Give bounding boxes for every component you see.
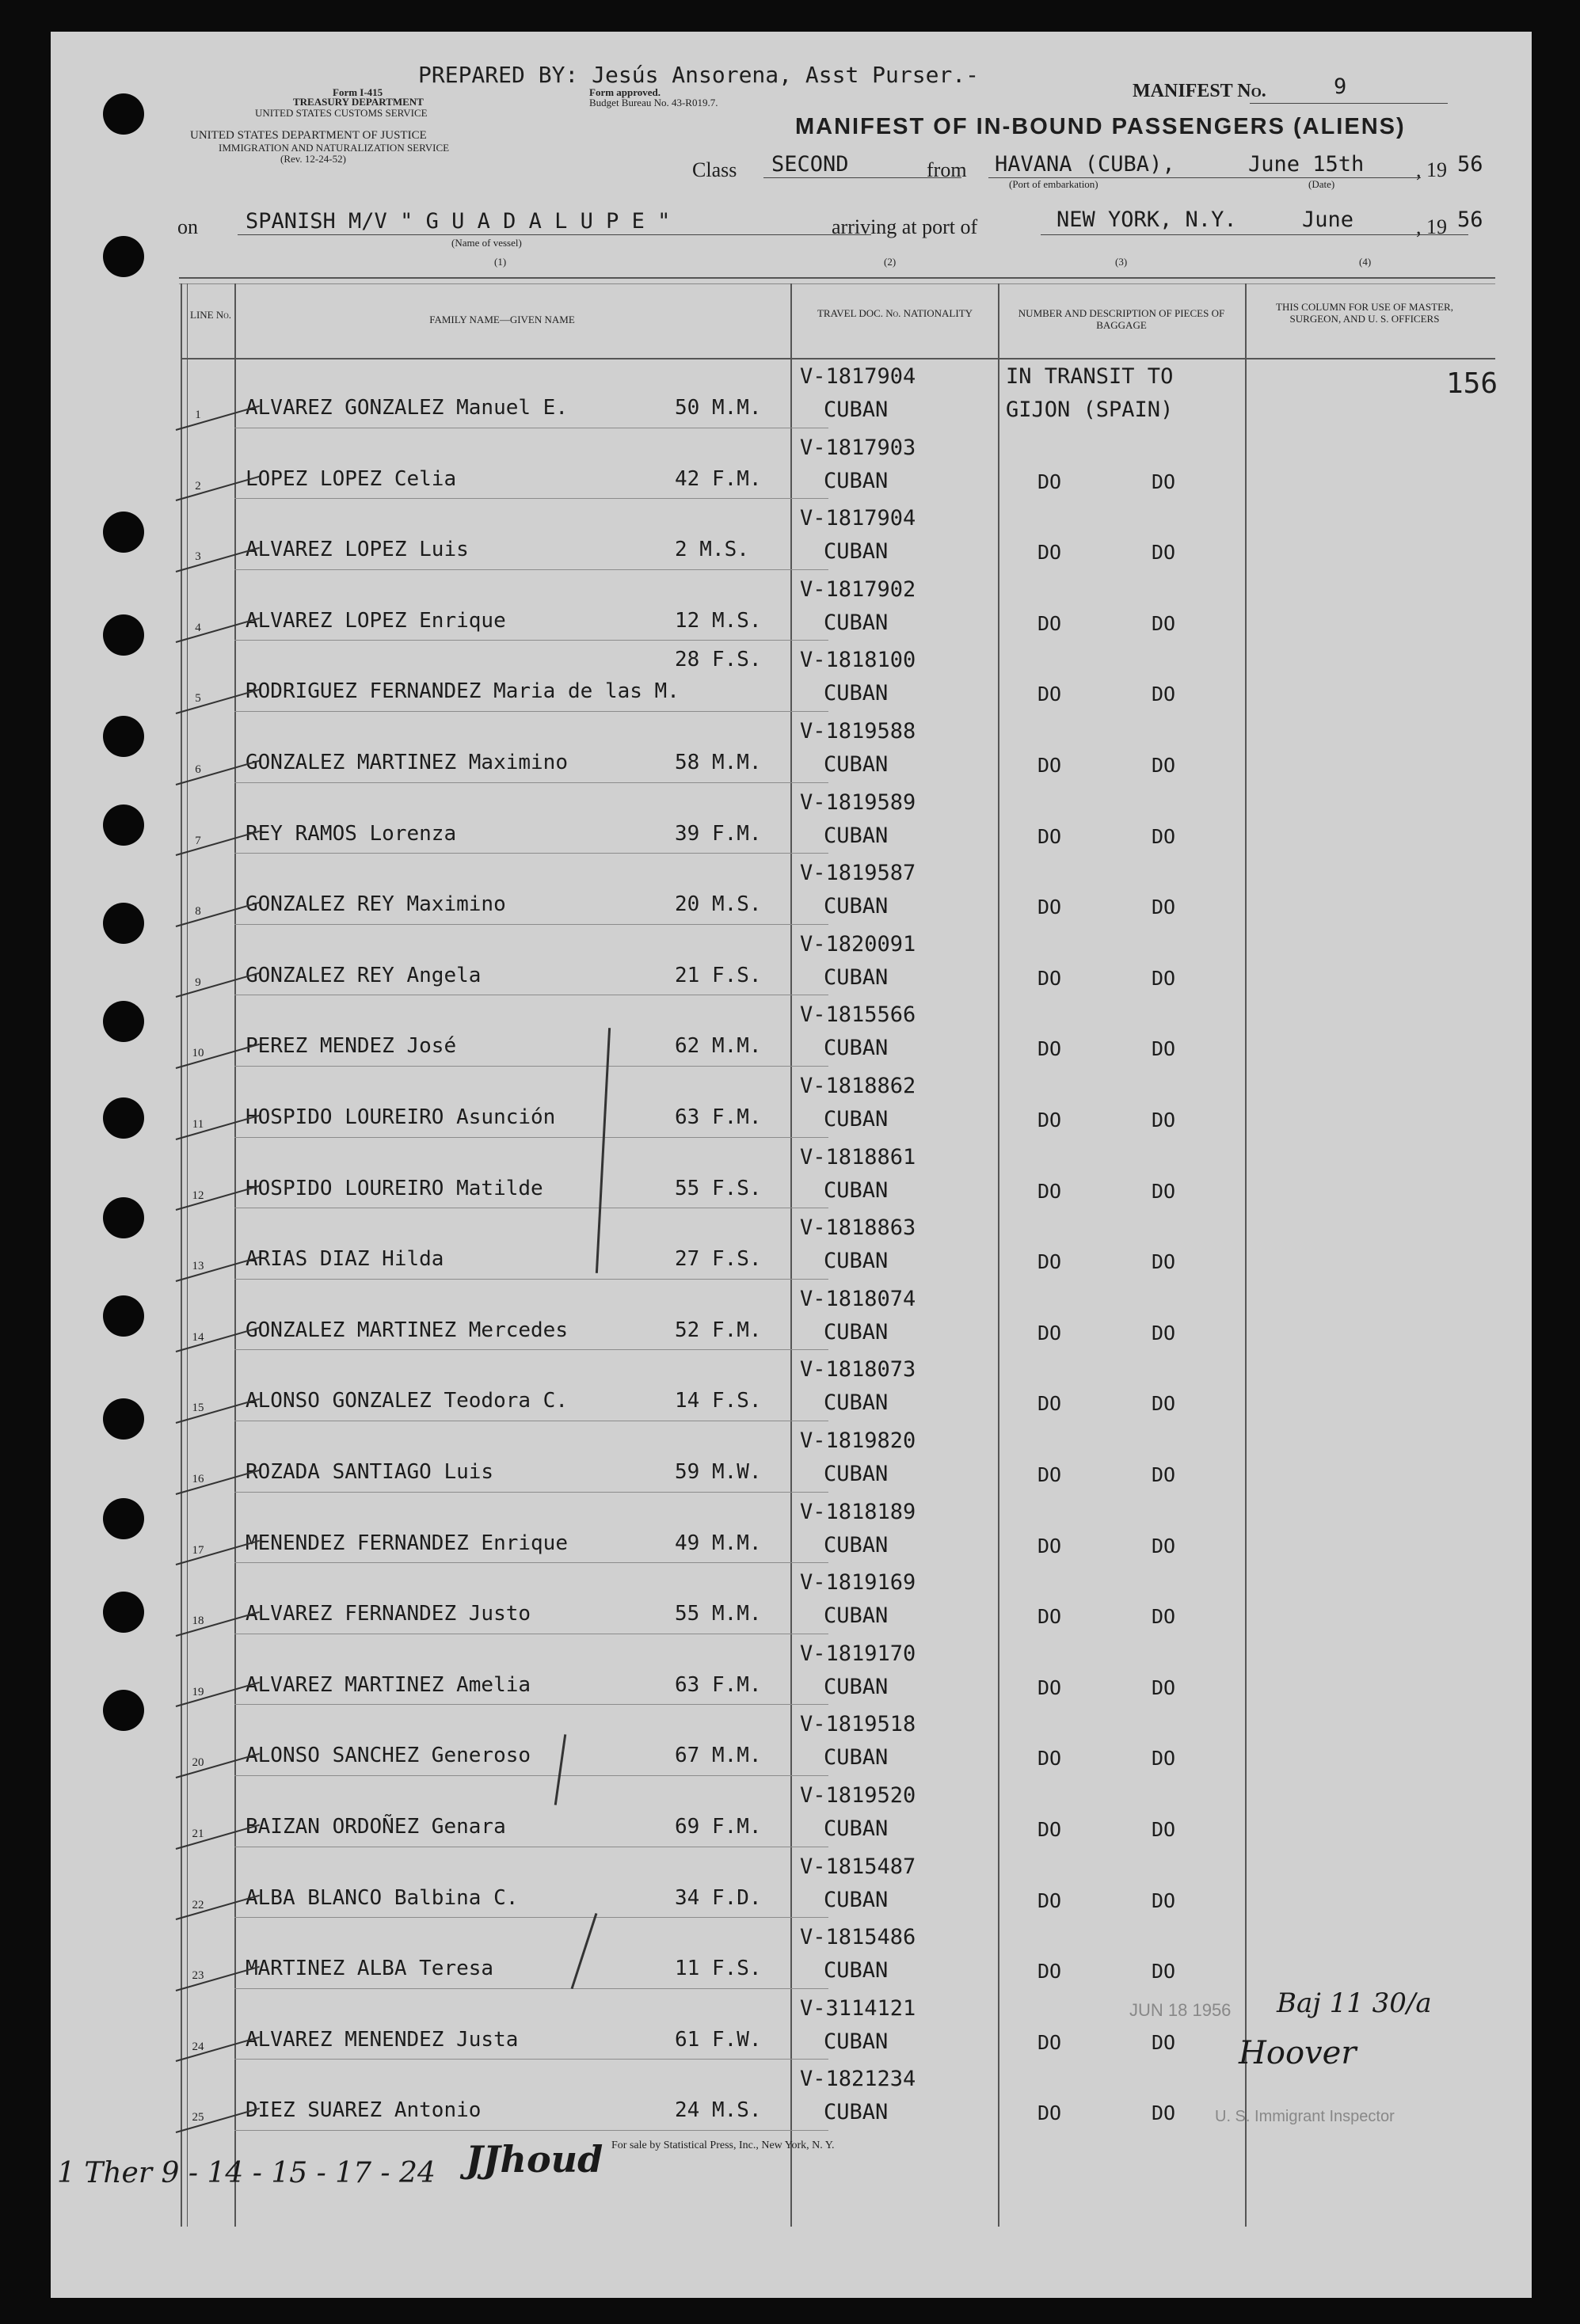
printer-footer: For sale by Statistical Press, Inc., New York, N. Y. <box>611 2140 835 2151</box>
baggage-ditto: DO <box>1152 824 1176 848</box>
passenger-row <box>51 1143 1532 1215</box>
age-sex-status: 63 F.M. <box>675 1672 762 1697</box>
treasury-label: TREASURY DEPARTMENT <box>293 96 424 108</box>
vessel-name: SPANISH M/V " G U A D A L U P E " <box>246 209 671 234</box>
travel-document-number: V-1818100 <box>800 648 916 673</box>
on-label: on <box>177 215 198 238</box>
passenger-name: GONZALEZ MARTINEZ Mercedes <box>246 1318 568 1342</box>
age-sex-status: 21 F.S. <box>675 963 762 987</box>
nationality: CUBAN <box>824 823 889 848</box>
punch-hole <box>103 236 144 277</box>
line-number: 8 <box>195 905 201 919</box>
age-sex-status: 69 F.M. <box>675 1815 762 1839</box>
passenger-row <box>51 1498 1532 1569</box>
passenger-row <box>51 1710 1532 1782</box>
row-divider <box>234 924 828 925</box>
column-number-1: (1) <box>494 256 507 268</box>
nationality: CUBAN <box>824 397 889 422</box>
travel-document-number: V-1817902 <box>800 576 916 602</box>
passenger-row <box>51 1782 1532 1853</box>
age-sex-status: 2 M.S. <box>675 538 749 562</box>
passenger-name: MENENDEZ FERNANDEZ Enrique <box>246 1531 568 1555</box>
line-number: 6 <box>195 763 201 776</box>
budget-bureau: Budget Bureau No. 43-R019.7. <box>589 97 718 108</box>
row-divider <box>234 569 828 570</box>
baggage-ditto: DO <box>1037 1960 1062 1984</box>
passenger-name: ALONSO GONZALEZ Teodora C. <box>246 1389 568 1413</box>
baggage-ditto: DO <box>1037 896 1062 919</box>
baggage-ditto: DO <box>1037 1037 1062 1061</box>
baggage-ditto: DO <box>1037 611 1062 635</box>
header-line-no: LINE No. <box>190 309 231 321</box>
travel-document-number: V-1819587 <box>800 861 916 886</box>
travel-document-number: V-1819518 <box>800 1712 916 1737</box>
baggage-ditto: DO <box>1152 1179 1176 1203</box>
baggage-ditto: DO <box>1152 1250 1176 1274</box>
inspector-stamp: U. S. Immigrant Inspector <box>1215 2108 1395 2125</box>
baggage-ditto: DO <box>1152 1960 1176 1984</box>
baggage-ditto: DO <box>1152 754 1176 777</box>
vessel-caption: (Name of vessel) <box>451 237 522 249</box>
age-sex-status: 42 F.M. <box>675 466 762 491</box>
passenger-name: PEREZ MENDEZ José <box>246 1034 457 1059</box>
nationality: CUBAN <box>824 1036 889 1061</box>
baggage-ditto: DO <box>1037 1179 1062 1203</box>
date-stamp: JUN 18 1956 <box>1129 2000 1232 2020</box>
travel-document-number: V-1818189 <box>800 1499 916 1524</box>
baggage-ditto: DO <box>1037 1888 1062 1912</box>
travel-document-number: V-1819169 <box>800 1570 916 1596</box>
line-number: 11 <box>192 1118 204 1131</box>
age-sex-status: 27 F.S. <box>675 1247 762 1272</box>
nationality: CUBAN <box>824 1107 889 1132</box>
age-sex-status: 20 M.S. <box>675 892 762 917</box>
age-sex-status: 63 F.M. <box>675 1105 762 1129</box>
passenger-row <box>51 504 1532 576</box>
travel-document-number: V-1817903 <box>800 435 916 460</box>
travel-document-number: V-1818074 <box>800 1286 916 1311</box>
passenger-name: HOSPIDO LOUREIRO Asunción <box>246 1105 556 1129</box>
age-sex-status: 67 M.M. <box>675 1744 762 1768</box>
baggage-ditto: DO <box>1037 1463 1062 1486</box>
age-sex-status: 62 M.M. <box>675 1034 762 1059</box>
travel-document-number: V-1817904 <box>800 364 916 389</box>
passenger-row <box>51 859 1532 930</box>
nationality: CUBAN <box>824 894 889 919</box>
baggage-ditto: DO <box>1037 470 1062 493</box>
passenger-row <box>51 646 1532 717</box>
passenger-name: ARIAS DIAZ Hilda <box>246 1247 444 1272</box>
baggage-ditto: DO <box>1037 1605 1062 1629</box>
nationality: CUBAN <box>824 964 889 990</box>
passenger-name: BAIZAN ORDOÑEZ Genara <box>246 1815 506 1839</box>
nationality: CUBAN <box>824 1745 889 1771</box>
passenger-row <box>51 1001 1532 1072</box>
baggage-ditto: DO <box>1152 1109 1176 1132</box>
manifest-number: 9 <box>1334 74 1347 99</box>
nationality: CUBAN <box>824 1603 889 1629</box>
baggage-ditto: DO <box>1037 1534 1062 1558</box>
nationality: CUBAN <box>824 1887 889 1912</box>
form-number: Form I-415 <box>333 86 383 98</box>
baggage-ditto: DO <box>1152 896 1176 919</box>
line-number: 3 <box>195 550 201 564</box>
manifest-title: MANIFEST OF IN-BOUND PASSENGERS (ALIENS) <box>795 114 1406 139</box>
line-number: 19 <box>192 1685 204 1698</box>
age-sex-status: 59 M.W. <box>675 1460 762 1484</box>
baggage-ditto: DO <box>1037 1392 1062 1416</box>
passenger-row <box>51 1356 1532 1427</box>
nationality: CUBAN <box>824 1462 889 1486</box>
baggage-ditto: DO <box>1037 2101 1062 2125</box>
passenger-name: ALVAREZ GONZALEZ Manuel E. <box>246 396 568 420</box>
baggage-ditto: DO <box>1152 470 1176 493</box>
baggage-ditto: DO <box>1037 966 1062 990</box>
line-number: 16 <box>192 1473 204 1485</box>
baggage-ditto: DO <box>1037 1109 1062 1132</box>
nationality: CUBAN <box>824 1816 889 1841</box>
manifest-sheet <box>51 32 1532 2298</box>
baggage-ditto: DO <box>1152 1605 1176 1629</box>
passenger-name: ALVAREZ LOPEZ Enrique <box>246 608 506 633</box>
row-divider <box>234 640 828 641</box>
line-number: 15 <box>192 1402 204 1415</box>
row-divider <box>234 1775 828 1776</box>
nationality: CUBAN <box>824 539 889 565</box>
passenger-row <box>51 1640 1532 1711</box>
nationality: CUBAN <box>824 1390 889 1416</box>
baggage-ditto: DO <box>1037 824 1062 848</box>
embarkation-date: June 15th <box>1248 152 1365 177</box>
punch-hole <box>103 93 144 135</box>
baggage-ditto: DO <box>1152 1392 1176 1416</box>
passenger-name: ALVAREZ MENENDEZ Justa <box>246 2027 519 2052</box>
row-divider <box>234 1562 828 1563</box>
passenger-name: GONZALEZ MARTINEZ Maximino <box>246 751 568 774</box>
ins-label: IMMIGRATION AND NATURALIZATION SERVICE <box>219 142 450 154</box>
travel-document-number: V-1819820 <box>800 1428 916 1453</box>
travel-document-number: V-1818862 <box>800 1074 916 1098</box>
baggage-ditto: DO <box>1152 966 1176 990</box>
age-sex-status: 28 F.S. <box>675 648 762 672</box>
line-number: 22 <box>192 1898 204 1911</box>
passenger-row <box>51 1072 1532 1143</box>
baggage-ditto: DO <box>1037 2030 1062 2054</box>
passenger-row <box>51 576 1532 647</box>
baggage-ditto: DO <box>1037 1250 1062 1274</box>
manifest-label: MANIFEST No. <box>1133 81 1266 101</box>
line-number: 18 <box>192 1615 204 1628</box>
port-of-embarkation: HAVANA (CUBA), <box>995 152 1175 177</box>
travel-document-number: V-1819520 <box>800 1783 916 1808</box>
travel-document-number: V-1819589 <box>800 789 916 815</box>
travel-document-number: V-1819170 <box>800 1641 916 1666</box>
baggage-ditto: DO <box>1152 541 1176 565</box>
passenger-row <box>51 930 1532 1002</box>
column-number-3: (3) <box>1115 256 1128 268</box>
line-number: 20 <box>192 1756 204 1770</box>
baggage-ditto: DO <box>1152 1675 1176 1699</box>
class-label: Class <box>692 158 737 181</box>
age-sex-status: 11 F.S. <box>675 1957 762 1981</box>
date-caption: (Date) <box>1308 178 1335 190</box>
nationality: CUBAN <box>824 2100 889 2125</box>
travel-document-number: V-1820091 <box>800 931 916 957</box>
baggage-description: IN TRANSIT TO <box>1006 364 1174 389</box>
passenger-row <box>51 434 1532 505</box>
age-sex-status: 12 M.S. <box>675 608 762 633</box>
passenger-row <box>51 717 1532 789</box>
nationality: CUBAN <box>824 681 889 706</box>
line-number: 10 <box>192 1047 204 1060</box>
header-baggage: NUMBER AND DESCRIPTION OF PIECES OF BAGGAGE <box>1018 307 1225 331</box>
travel-document-number: V-1819588 <box>800 719 916 744</box>
travel-document-number: V-1817904 <box>800 506 916 531</box>
age-sex-status: 55 M.M. <box>675 1602 762 1626</box>
passenger-row <box>51 1214 1532 1285</box>
column-number-4: (4) <box>1359 256 1372 268</box>
nationality: CUBAN <box>824 468 889 493</box>
passenger-name: MARTINEZ ALBA Teresa <box>246 1957 494 1981</box>
column-number-2: (2) <box>884 256 897 268</box>
age-sex-status: 34 F.D. <box>675 1885 762 1910</box>
baggage-ditto: DO <box>1152 1818 1176 1841</box>
age-sex-status: 52 F.M. <box>675 1318 762 1342</box>
passenger-name: GONZALEZ REY Angela <box>246 963 482 987</box>
justice-label: UNITED STATES DEPARTMENT OF JUSTICE <box>190 129 427 142</box>
passenger-name: REY RAMOS Lorenza <box>246 821 457 846</box>
travel-document-number: V-1818863 <box>800 1215 916 1241</box>
baggage-ditto: DO <box>1152 1321 1176 1345</box>
baggage-ditto: DO <box>1037 683 1062 706</box>
line-number: 14 <box>192 1330 204 1344</box>
header-officers: THIS COLUMN FOR USE OF MASTER, SURGEON, AND U. S. OFFICERS <box>1276 301 1453 325</box>
nationality: CUBAN <box>824 1319 889 1345</box>
passenger-name: ALVAREZ FERNANDEZ Justo <box>246 1602 531 1626</box>
arrival-year: 56 <box>1457 207 1483 232</box>
line-number: 5 <box>195 692 201 706</box>
arrival-month: June <box>1302 207 1354 232</box>
bottom-signature: JJhoud <box>466 2138 603 2181</box>
passenger-name: RODRIGUEZ FERNANDEZ Maria de las M. <box>246 679 680 704</box>
passenger-name: DIEZ SUAREZ Antonio <box>246 2098 482 2123</box>
age-sex-status: 39 F.M. <box>675 821 762 846</box>
row-divider <box>234 1704 828 1705</box>
line-number: 2 <box>195 479 201 493</box>
baggage-ditto: DO <box>1152 2030 1176 2054</box>
row-divider <box>234 1917 828 1918</box>
passenger-name: ALONSO SANCHEZ Generoso <box>246 1744 531 1768</box>
arriving-label: arriving at port of <box>832 215 978 238</box>
line-number: 21 <box>192 1828 204 1840</box>
line-number: 23 <box>192 1969 204 1983</box>
age-sex-status: 55 F.S. <box>675 1176 762 1200</box>
row-divider <box>234 2130 828 2131</box>
travel-document-number: V-1815486 <box>800 1925 916 1950</box>
row-divider <box>234 1137 828 1138</box>
travel-document-number: V-3114121 <box>800 1995 916 2021</box>
passenger-name: GONZALEZ REY Maximino <box>246 892 506 917</box>
line-number: 24 <box>192 2040 204 2053</box>
line-number: 17 <box>192 1543 204 1557</box>
passenger-row <box>51 1923 1532 1995</box>
row-divider <box>234 498 828 499</box>
age-sex-status: 61 F.W. <box>675 2027 762 2052</box>
row-divider <box>234 1492 828 1493</box>
baggage-ditto: DO <box>1037 1321 1062 1345</box>
age-sex-status: 14 F.S. <box>675 1389 762 1413</box>
prepared-by: PREPARED BY: Jesús Ansorena, Asst Purser.- <box>418 62 980 88</box>
arrival-port: NEW YORK, N.Y. <box>1057 207 1237 232</box>
passenger-name: ALVAREZ MARTINEZ Amelia <box>246 1672 531 1697</box>
baggage-ditto: DO <box>1037 1675 1062 1699</box>
class-value: SECOND <box>771 152 849 177</box>
arrival-year-prefix: , 19 <box>1416 215 1447 238</box>
line-number: 9 <box>195 976 201 989</box>
baggage-destination: GIJON (SPAIN) <box>1006 397 1174 422</box>
row-divider <box>234 782 828 783</box>
inspector-signature: Hoover <box>1239 2035 1357 2071</box>
baggage-ditto: DO <box>1152 683 1176 706</box>
age-sex-status: 49 M.M. <box>675 1531 762 1555</box>
nationality: CUBAN <box>824 1249 889 1274</box>
passenger-name: ALVAREZ LOPEZ Luis <box>246 538 469 562</box>
row-divider <box>234 1349 828 1350</box>
header-travel-doc: TRAVEL DOC. No. NATIONALITY <box>817 307 973 319</box>
handwritten-note: Baj 11 30/a <box>1277 1987 1432 2019</box>
row-divider <box>234 1988 828 1989</box>
age-sex-status: 58 M.M. <box>675 751 762 774</box>
travel-document-number: V-1815566 <box>800 1002 916 1028</box>
row-divider <box>234 853 828 854</box>
age-sex-status: 24 M.S. <box>675 2098 762 2123</box>
row-divider <box>234 711 828 712</box>
travel-document-number: V-1818861 <box>800 1144 916 1170</box>
passenger-name: HOSPIDO LOUREIRO Matilde <box>246 1176 543 1200</box>
embarkation-year: 56 <box>1457 152 1483 177</box>
port-caption: (Port of embarkation) <box>1009 178 1098 190</box>
passenger-name: ALBA BLANCO Balbina C. <box>246 1885 519 1910</box>
baggage-ditto: DO <box>1152 1463 1176 1486</box>
baggage-ditto: DO <box>1037 1818 1062 1841</box>
baggage-ditto: DO <box>1037 541 1062 565</box>
nationality: CUBAN <box>824 1958 889 1984</box>
baggage-ditto: DO <box>1152 1747 1176 1771</box>
baggage-ditto: DO <box>1037 1747 1062 1771</box>
line-number: 25 <box>192 2111 204 2124</box>
passenger-row <box>51 1285 1532 1356</box>
bottom-handwritten-note: 1 Ther 9 - 14 - 15 - 17 - 24 <box>57 2157 436 2189</box>
travel-document-number: V-1815487 <box>800 1854 916 1879</box>
baggage-ditto: DO <box>1152 1037 1176 1061</box>
line-number: 12 <box>192 1189 204 1202</box>
line-number: 1 <box>195 409 201 421</box>
customs-label: UNITED STATES CUSTOMS SERVICE <box>255 107 428 119</box>
nationality: CUBAN <box>824 2029 889 2054</box>
nationality: CUBAN <box>824 1674 889 1699</box>
age-sex-status: 50 M.M. <box>675 396 762 420</box>
nationality: CUBAN <box>824 1532 889 1558</box>
row-divider <box>234 1066 828 1067</box>
passenger-row <box>51 1853 1532 1924</box>
header-name: FAMILY NAME—GIVEN NAME <box>429 314 575 325</box>
row-divider <box>234 2059 828 2060</box>
passenger-row <box>51 1569 1532 1640</box>
passenger-name: LOPEZ LOPEZ Celia <box>246 466 457 491</box>
nationality: CUBAN <box>824 610 889 635</box>
baggage-ditto: DO <box>1152 2101 1176 2125</box>
travel-document-number: V-1821234 <box>800 2067 916 2092</box>
line-number: 13 <box>192 1260 204 1273</box>
baggage-ditto: DO <box>1152 1888 1176 1912</box>
passenger-row <box>51 1427 1532 1498</box>
line-number: 4 <box>195 621 201 634</box>
line-number: 7 <box>195 834 201 847</box>
nationality: CUBAN <box>824 1177 889 1203</box>
year-prefix: , 19 <box>1416 158 1447 181</box>
baggage-ditto: DO <box>1152 1534 1176 1558</box>
baggage-ditto: DO <box>1037 754 1062 777</box>
passenger-row <box>51 789 1532 860</box>
from-label: from <box>927 158 967 181</box>
form-approved: Form approved. <box>589 86 661 98</box>
nationality: CUBAN <box>824 752 889 777</box>
row-divider <box>234 1279 828 1280</box>
passenger-row <box>51 363 1532 434</box>
revision-label: (Rev. 12-24-52) <box>280 153 346 165</box>
passenger-name: ROZADA SANTIAGO Luis <box>246 1460 494 1484</box>
baggage-ditto: DO <box>1152 611 1176 635</box>
page-count: 156 <box>1446 367 1498 400</box>
travel-document-number: V-1818073 <box>800 1357 916 1383</box>
